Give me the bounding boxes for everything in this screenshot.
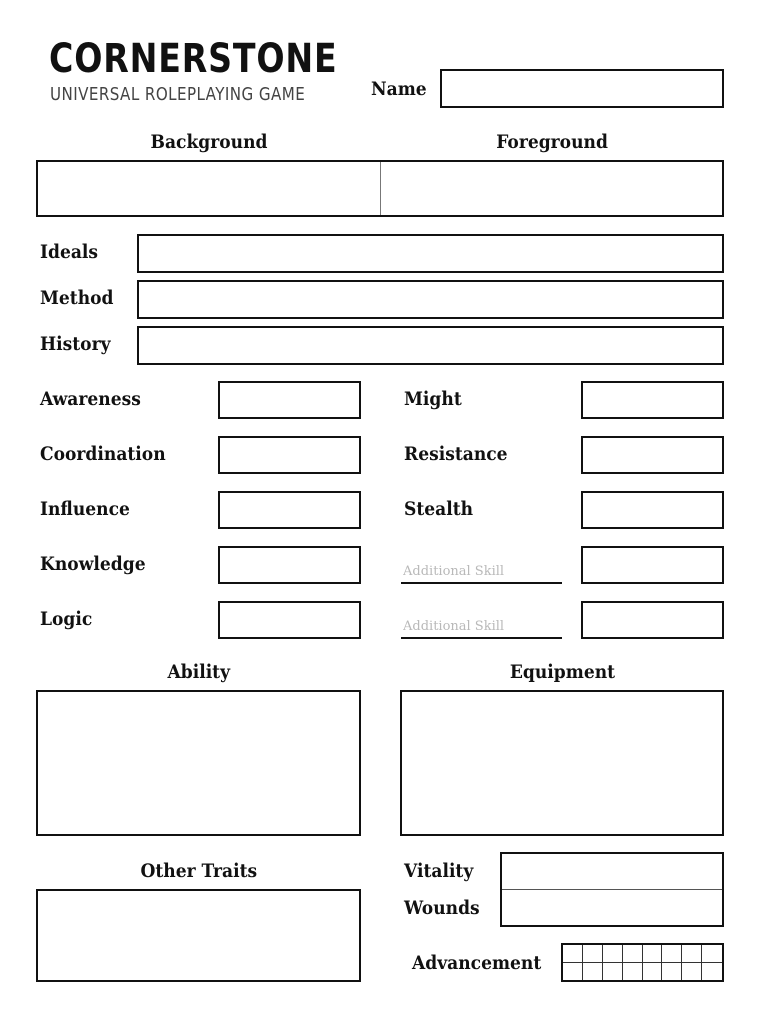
ideals-input[interactable] — [137, 234, 724, 273]
advancement-label: Advancement — [412, 952, 542, 974]
skill-label-influence: Influence — [40, 498, 130, 520]
additional-skill-name-input-1[interactable] — [401, 560, 562, 584]
advancement-box[interactable] — [563, 945, 583, 980]
equipment-heading: Equipment — [509, 661, 615, 683]
vitality-input[interactable] — [502, 854, 722, 889]
skill-awareness-input[interactable] — [218, 381, 361, 419]
ability-field[interactable] — [36, 690, 361, 836]
background-field[interactable] — [38, 162, 380, 215]
skill-knowledge-input[interactable] — [218, 546, 361, 584]
vitality-label: Vitality — [404, 860, 474, 882]
advancement-box[interactable] — [682, 945, 702, 980]
background-foreground-box — [36, 160, 724, 217]
skill-label-stealth: Stealth — [404, 498, 474, 520]
history-label: History — [40, 333, 111, 355]
skill-influence-input[interactable] — [218, 491, 361, 529]
background-heading: Background — [150, 131, 267, 153]
skill-label-logic: Logic — [40, 608, 93, 630]
additional-skill-name-input-2[interactable] — [401, 615, 562, 639]
ideals-label: Ideals — [40, 241, 99, 263]
advancement-box[interactable] — [603, 945, 623, 980]
name-input[interactable] — [440, 69, 724, 108]
skill-label-coordination: Coordination — [40, 443, 166, 465]
skill-label-might: Might — [404, 388, 462, 410]
advancement-box[interactable] — [662, 945, 682, 980]
skill-coordination-input[interactable] — [218, 436, 361, 474]
ability-heading: Ability — [167, 661, 231, 683]
method-label: Method — [40, 287, 114, 309]
other-traits-heading: Other Traits — [140, 860, 258, 882]
advancement-track — [561, 943, 724, 982]
skill-resistance-input[interactable] — [581, 436, 724, 474]
advancement-box[interactable] — [643, 945, 663, 980]
vitality-wounds-box — [500, 852, 724, 927]
equipment-field[interactable] — [400, 690, 724, 836]
foreground-field[interactable] — [381, 162, 722, 215]
skill-stealth-input[interactable] — [581, 491, 724, 529]
additional-skill-value-input-2[interactable] — [581, 601, 724, 639]
additional-skill-value-input-1[interactable] — [581, 546, 724, 584]
skill-label-awareness: Awareness — [40, 388, 141, 410]
advancement-box[interactable] — [702, 945, 722, 980]
method-input[interactable] — [137, 280, 724, 319]
wounds-label: Wounds — [404, 897, 480, 919]
foreground-heading: Foreground — [496, 131, 608, 153]
logo-subtitle: UNIVERSAL ROLEPLAYING GAME — [50, 84, 306, 105]
advancement-box[interactable] — [623, 945, 643, 980]
skill-label-knowledge: Knowledge — [40, 553, 146, 575]
wounds-input[interactable] — [502, 890, 722, 925]
skill-might-input[interactable] — [581, 381, 724, 419]
other-traits-field[interactable] — [36, 889, 361, 982]
skill-logic-input[interactable] — [218, 601, 361, 639]
history-input[interactable] — [137, 326, 724, 365]
name-label: Name — [371, 78, 427, 100]
advancement-box[interactable] — [583, 945, 603, 980]
skill-label-resistance: Resistance — [404, 443, 508, 465]
logo-title: CORNERSTONE — [49, 36, 338, 82]
